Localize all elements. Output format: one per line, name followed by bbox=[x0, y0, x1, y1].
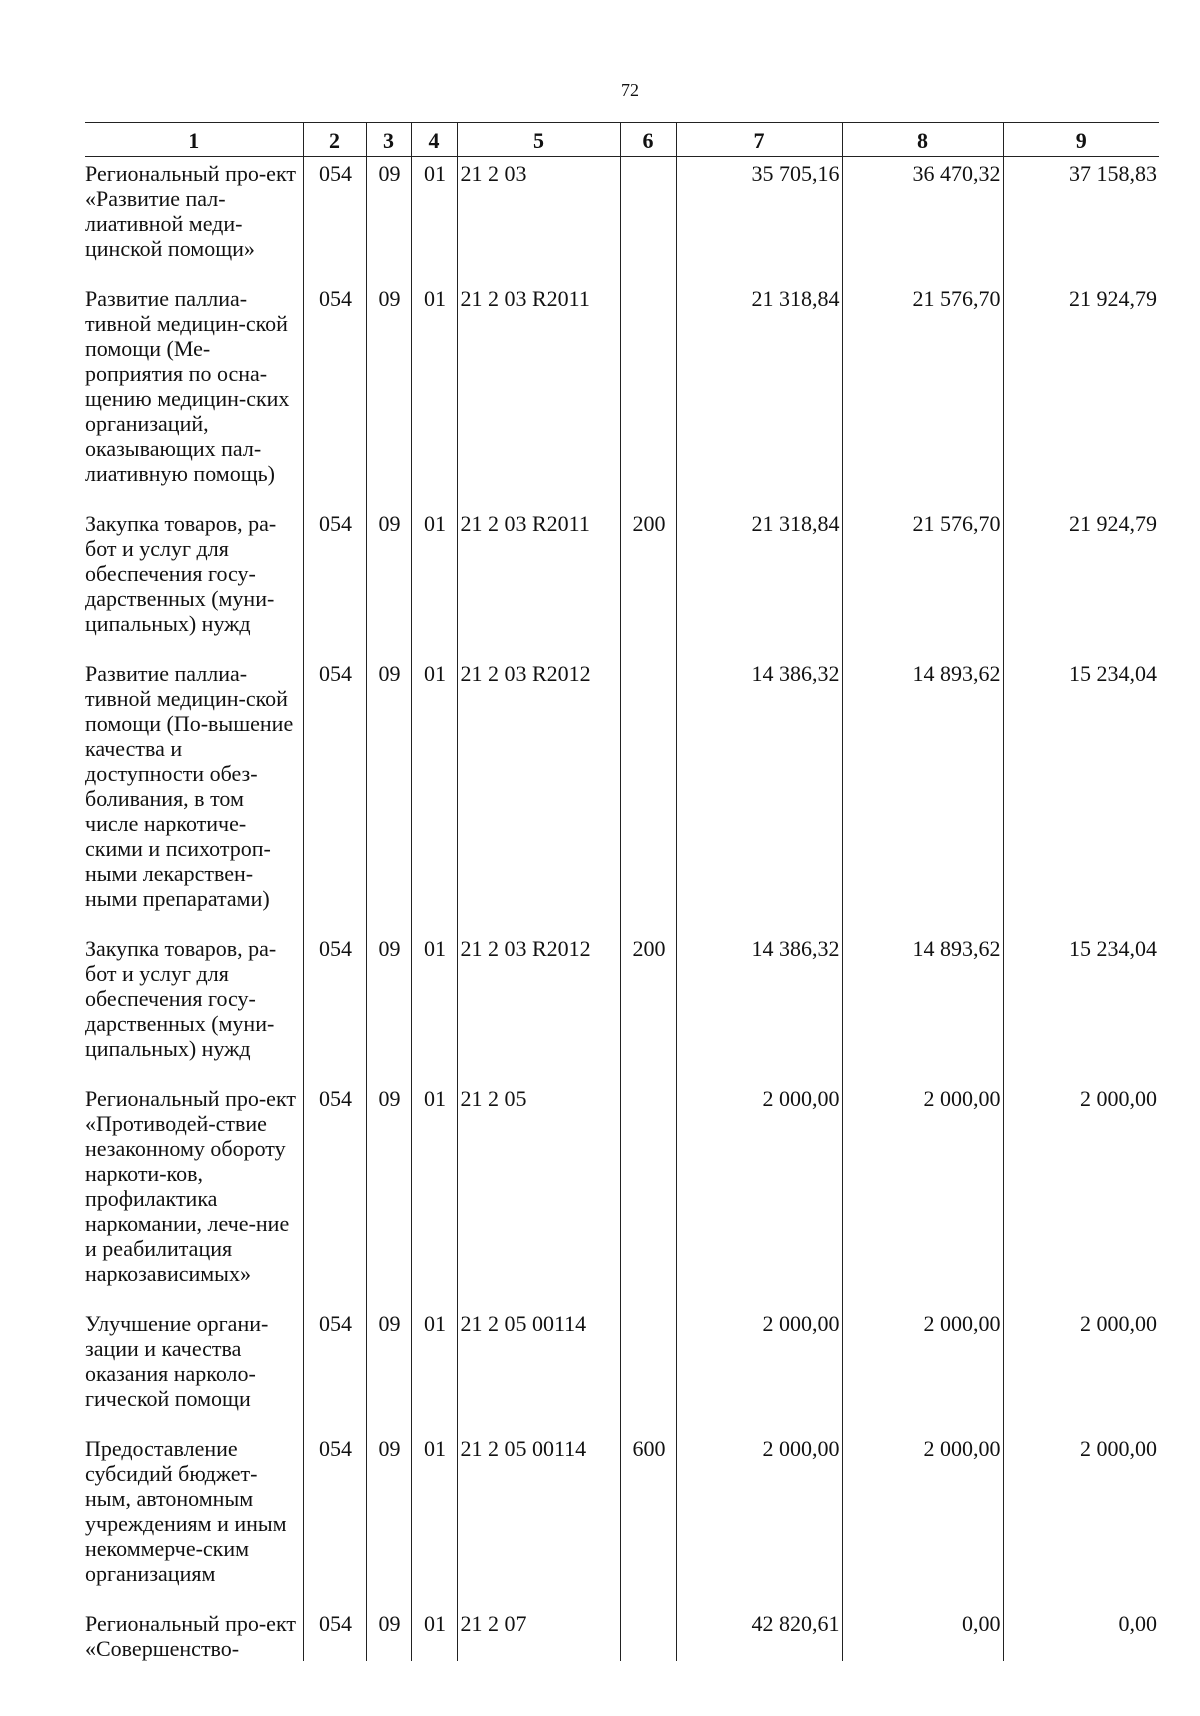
cell-section: 09 bbox=[366, 932, 411, 1061]
cell-amount-1: 2 000,00 bbox=[676, 1432, 842, 1586]
cell-amount-2: 2 000,00 bbox=[842, 1432, 1003, 1586]
row-name: Предоставление субсидий бюджет-ным, автономным учреждениям и иным некоммерче-ским организациям bbox=[85, 1436, 287, 1586]
table-row bbox=[85, 157, 1159, 262]
cell-admin-code: 054 bbox=[303, 1432, 366, 1586]
row-name: Развитие паллиа-тивной медицин-ской помощи (Ме-роприятия по осна-щению медицин-ских организаций, оказывающих пал-лиативную помощь) bbox=[85, 286, 290, 486]
cell-subsection: 01 bbox=[411, 1307, 457, 1411]
header-row bbox=[85, 123, 1159, 157]
cell-amount-1: 2 000,00 bbox=[676, 1082, 842, 1286]
cell-section: 09 bbox=[366, 657, 411, 911]
cell-target-article: 21 2 03 R2011 bbox=[457, 507, 620, 636]
row-name: Региональный про-ект «Противодей-ствие незаконному обороту наркоти-ков, профилактика наркомании, лече-ние и реабилитация наркозависимых» bbox=[85, 1086, 296, 1286]
row-name: Развитие паллиа-тивной медицин-ской помощи (По-вышение качества и доступности обез-боливания, в том числе наркотиче-скими и психотроп-ными лекарствен-ными препаратами) bbox=[85, 661, 294, 911]
page-number: 72 bbox=[621, 80, 639, 100]
cell-subsection: 01 bbox=[411, 932, 457, 1061]
table-row bbox=[85, 282, 1159, 486]
table-row bbox=[85, 507, 1159, 636]
row-name: Закупка товаров, ра-бот и услуг для обеспечения госу-дарственных (муни-ципальных) нужд bbox=[85, 936, 277, 1061]
cell-amount-1: 14 386,32 bbox=[676, 657, 842, 911]
cell-amount-2: 21 576,70 bbox=[842, 507, 1003, 636]
cell-amount-3: 0,00 bbox=[1003, 1607, 1159, 1661]
cell-subsection: 01 bbox=[411, 157, 457, 262]
cell-subsection: 01 bbox=[411, 507, 457, 636]
header-col-4: 4 bbox=[411, 123, 457, 157]
table-row bbox=[85, 932, 1159, 1061]
row-name: Улучшение органи-зации и качества оказания нарколо-гической помощи bbox=[85, 1311, 269, 1411]
cell-amount-3: 21 924,79 bbox=[1003, 507, 1159, 636]
cell-amount-3: 15 234,04 bbox=[1003, 657, 1159, 911]
cell-amount-3: 21 924,79 bbox=[1003, 282, 1159, 486]
cell-target-article: 21 2 05 00114 bbox=[457, 1307, 620, 1411]
cell-section: 09 bbox=[366, 507, 411, 636]
cell-section: 09 bbox=[366, 282, 411, 486]
header-col-2: 2 bbox=[303, 123, 366, 157]
cell-target-article: 21 2 07 bbox=[457, 1607, 620, 1661]
cell-amount-2: 2 000,00 bbox=[842, 1082, 1003, 1286]
cell-admin-code: 054 bbox=[303, 1082, 366, 1286]
cell-admin-code: 054 bbox=[303, 932, 366, 1061]
cell-target-article: 21 2 05 00114 bbox=[457, 1432, 620, 1586]
cell-target-article: 21 2 03 R2011 bbox=[457, 282, 620, 486]
cell-expense-type bbox=[620, 282, 676, 486]
cell-amount-1: 14 386,32 bbox=[676, 932, 842, 1061]
cell-section: 09 bbox=[366, 157, 411, 262]
header-col-7: 7 bbox=[676, 123, 842, 157]
cell-amount-3: 2 000,00 bbox=[1003, 1432, 1159, 1586]
cell-subsection: 01 bbox=[411, 1082, 457, 1286]
cell-subsection: 01 bbox=[411, 282, 457, 486]
cell-subsection: 01 bbox=[411, 657, 457, 911]
cell-admin-code: 054 bbox=[303, 1607, 366, 1661]
row-name: Закупка товаров, ра-бот и услуг для обеспечения госу-дарственных (муни-ципальных) нужд bbox=[85, 511, 277, 636]
cell-amount-3: 37 158,83 bbox=[1003, 157, 1159, 262]
cell-amount-2: 21 576,70 bbox=[842, 282, 1003, 486]
cell-amount-2: 2 000,00 bbox=[842, 1307, 1003, 1411]
cell-expense-type: 600 bbox=[620, 1432, 676, 1586]
table-row bbox=[85, 657, 1159, 911]
cell-target-article: 21 2 05 bbox=[457, 1082, 620, 1286]
cell-amount-3: 15 234,04 bbox=[1003, 932, 1159, 1061]
cell-amount-2: 14 893,62 bbox=[842, 657, 1003, 911]
cell-amount-1: 42 820,61 bbox=[676, 1607, 842, 1661]
cell-section: 09 bbox=[366, 1432, 411, 1586]
table-row bbox=[85, 1082, 1159, 1286]
cell-subsection: 01 bbox=[411, 1607, 457, 1661]
header-col-8: 8 bbox=[842, 123, 1003, 157]
table-row bbox=[85, 1607, 1159, 1661]
cell-expense-type bbox=[620, 1607, 676, 1661]
cell-section: 09 bbox=[366, 1307, 411, 1411]
cell-amount-3: 2 000,00 bbox=[1003, 1307, 1159, 1411]
header-col-3: 3 bbox=[366, 123, 411, 157]
row-name: Региональный про-ект «Развитие пал-лиативной меди-цинской помощи» bbox=[85, 161, 296, 261]
header-col-6: 6 bbox=[620, 123, 676, 157]
header-col-9: 9 bbox=[1003, 123, 1159, 157]
cell-amount-2: 14 893,62 bbox=[842, 932, 1003, 1061]
cell-expense-type bbox=[620, 1307, 676, 1411]
cell-admin-code: 054 bbox=[303, 282, 366, 486]
cell-expense-type: 200 bbox=[620, 932, 676, 1061]
cell-subsection: 01 bbox=[411, 1432, 457, 1586]
cell-section: 09 bbox=[366, 1082, 411, 1286]
cell-amount-2: 36 470,32 bbox=[842, 157, 1003, 262]
table-row bbox=[85, 1432, 1159, 1586]
cell-expense-type bbox=[620, 1082, 676, 1286]
header-col-1: 1 bbox=[85, 123, 303, 157]
cell-amount-1: 2 000,00 bbox=[676, 1307, 842, 1411]
cell-amount-1: 35 705,16 bbox=[676, 157, 842, 262]
table-row bbox=[85, 1307, 1159, 1411]
cell-expense-type: 200 bbox=[620, 507, 676, 636]
cell-admin-code: 054 bbox=[303, 157, 366, 262]
cell-expense-type bbox=[620, 657, 676, 911]
cell-target-article: 21 2 03 bbox=[457, 157, 620, 262]
cell-expense-type bbox=[620, 157, 676, 262]
cell-amount-1: 21 318,84 bbox=[676, 507, 842, 636]
cell-admin-code: 054 bbox=[303, 1307, 366, 1411]
cell-target-article: 21 2 03 R2012 bbox=[457, 932, 620, 1061]
cell-admin-code: 054 bbox=[303, 507, 366, 636]
header-col-5: 5 bbox=[457, 123, 620, 157]
cell-target-article: 21 2 03 R2012 bbox=[457, 657, 620, 911]
cell-amount-2: 0,00 bbox=[842, 1607, 1003, 1661]
cell-amount-1: 21 318,84 bbox=[676, 282, 842, 486]
cell-section: 09 bbox=[366, 1607, 411, 1661]
cell-amount-3: 2 000,00 bbox=[1003, 1082, 1159, 1286]
budget-table bbox=[85, 122, 1159, 1661]
cell-admin-code: 054 bbox=[303, 657, 366, 911]
row-name: Региональный про-ект «Совершенство- bbox=[85, 1611, 296, 1661]
